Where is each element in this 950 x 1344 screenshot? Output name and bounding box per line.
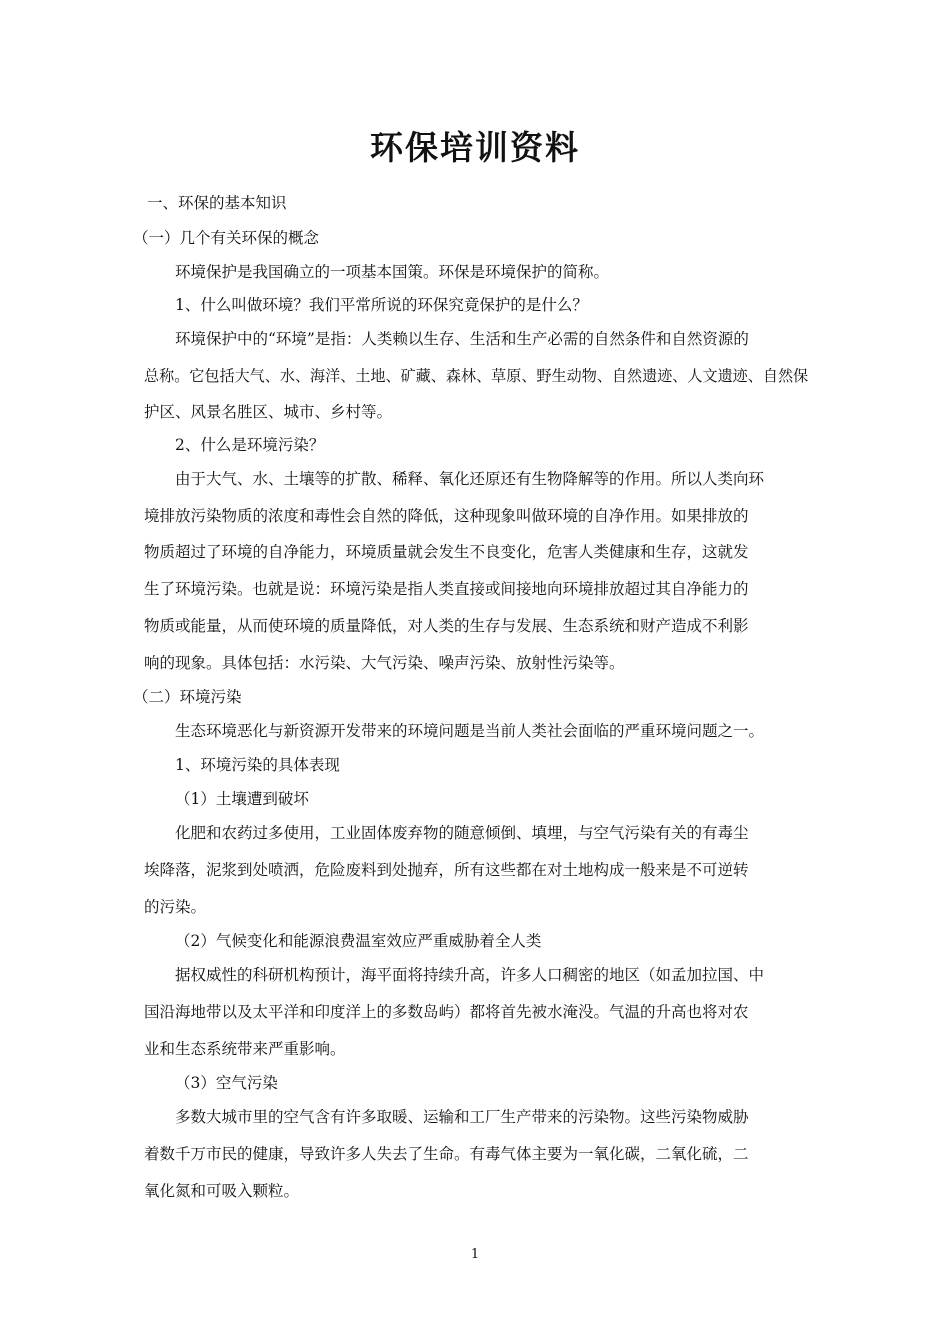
paragraph-line: 业和生态系统带来严重影响。 — [144, 1040, 346, 1058]
paragraph-line: 生态环境恶化与新资源开发带来的环境问题是当前人类社会面临的严重环境问题之一。 — [175, 722, 765, 740]
subsection-heading: （一）几个有关环保的概念 — [133, 229, 320, 247]
page-number: 1 — [470, 1247, 480, 1262]
paragraph-line: 多数大城市里的空气含有许多取暖、运输和工厂生产带来的污染物。这些污染物威胁 — [175, 1108, 749, 1126]
paragraph-line: 境排放污染物质的浓度和毒性会自然的降低，这种现象叫做环境的自净作用。如果排放的 — [144, 507, 749, 525]
numbered-heading: （2）气候变化和能源浪费温室效应严重威胁着全人类 — [175, 932, 542, 950]
paragraph-line: 护区、风景名胜区、城市、乡村等。 — [144, 403, 393, 421]
paragraph-line: 氧化氮和可吸入颗粒。 — [144, 1182, 300, 1200]
paragraph-line: 生了环境污染。也就是说：环境污染是指人类直接或间接地向环境排放超过其自净能力的 — [144, 580, 749, 598]
numbered-heading: （1）土壤遭到破坏 — [175, 790, 309, 808]
numbered-heading: （3）空气污染 — [175, 1074, 278, 1092]
paragraph-line: 据权威性的科研机构预计，海平面将持续升高，许多人口稠密的地区（如孟加拉国、中 — [175, 966, 765, 984]
paragraph-line: 化肥和农药过多使用，工业固体废弃物的随意倾倒、填埋，与空气污染有关的有毒尘 — [175, 824, 749, 842]
numbered-heading: 1、什么叫做环境？我们平常所说的环保究竟保护的是什么？ — [175, 296, 588, 314]
paragraph-line: 国沿海地带以及太平洋和印度洋上的多数岛屿）都将首先被水淹没。气温的升高也将对农 — [144, 1003, 749, 1021]
paragraph-line: 环境保护是我国确立的一项基本国策。环保是环境保护的简称。 — [175, 263, 610, 281]
paragraph-line: 总称。它包括大气、水、海洋、土地、矿藏、森林、草原、野生动物、自然遗迹、人文遗迹、自然保 — [144, 367, 809, 385]
paragraph-line: 由于大气、水、土壤等的扩散、稀释、氧化还原还有生物降解等的作用。所以人类向环 — [175, 470, 765, 488]
document-title: 环保培训资料 — [370, 128, 580, 167]
subsection-heading: （二）环境污染 — [133, 688, 242, 706]
paragraph-line: 埃降落，泥浆到处喷洒，危险废料到处抛弃，所有这些都在对土地构成一般来是不可逆转 — [144, 861, 749, 879]
paragraph-line: 响的现象。具体包括：水污染、大气污染、噪声污染、放射性污染等。 — [144, 654, 625, 672]
section-heading: 一、环保的基本知识 — [147, 194, 287, 212]
paragraph-line: 的污染。 — [144, 898, 207, 916]
paragraph-line: 环境保护中的“环境”是指：人类赖以生存、生活和生产必需的自然条件和自然资源的 — [175, 330, 749, 348]
paragraph-line: 物质超过了环境的自净能力，环境质量就会发生不良变化，危害人类健康和生存，这就发 — [144, 543, 749, 561]
numbered-heading: 2、什么是环境污染？ — [175, 436, 325, 454]
paragraph-line: 着数千万市民的健康，导致许多人失去了生命。有毒气体主要为一氧化碳，二氧化硫，二 — [144, 1145, 749, 1163]
numbered-heading: 1、环境污染的具体表现 — [175, 756, 340, 774]
paragraph-line: 物质或能量，从而使环境的质量降低，对人类的生存与发展、生态系统和财产造成不利影 — [144, 617, 749, 635]
